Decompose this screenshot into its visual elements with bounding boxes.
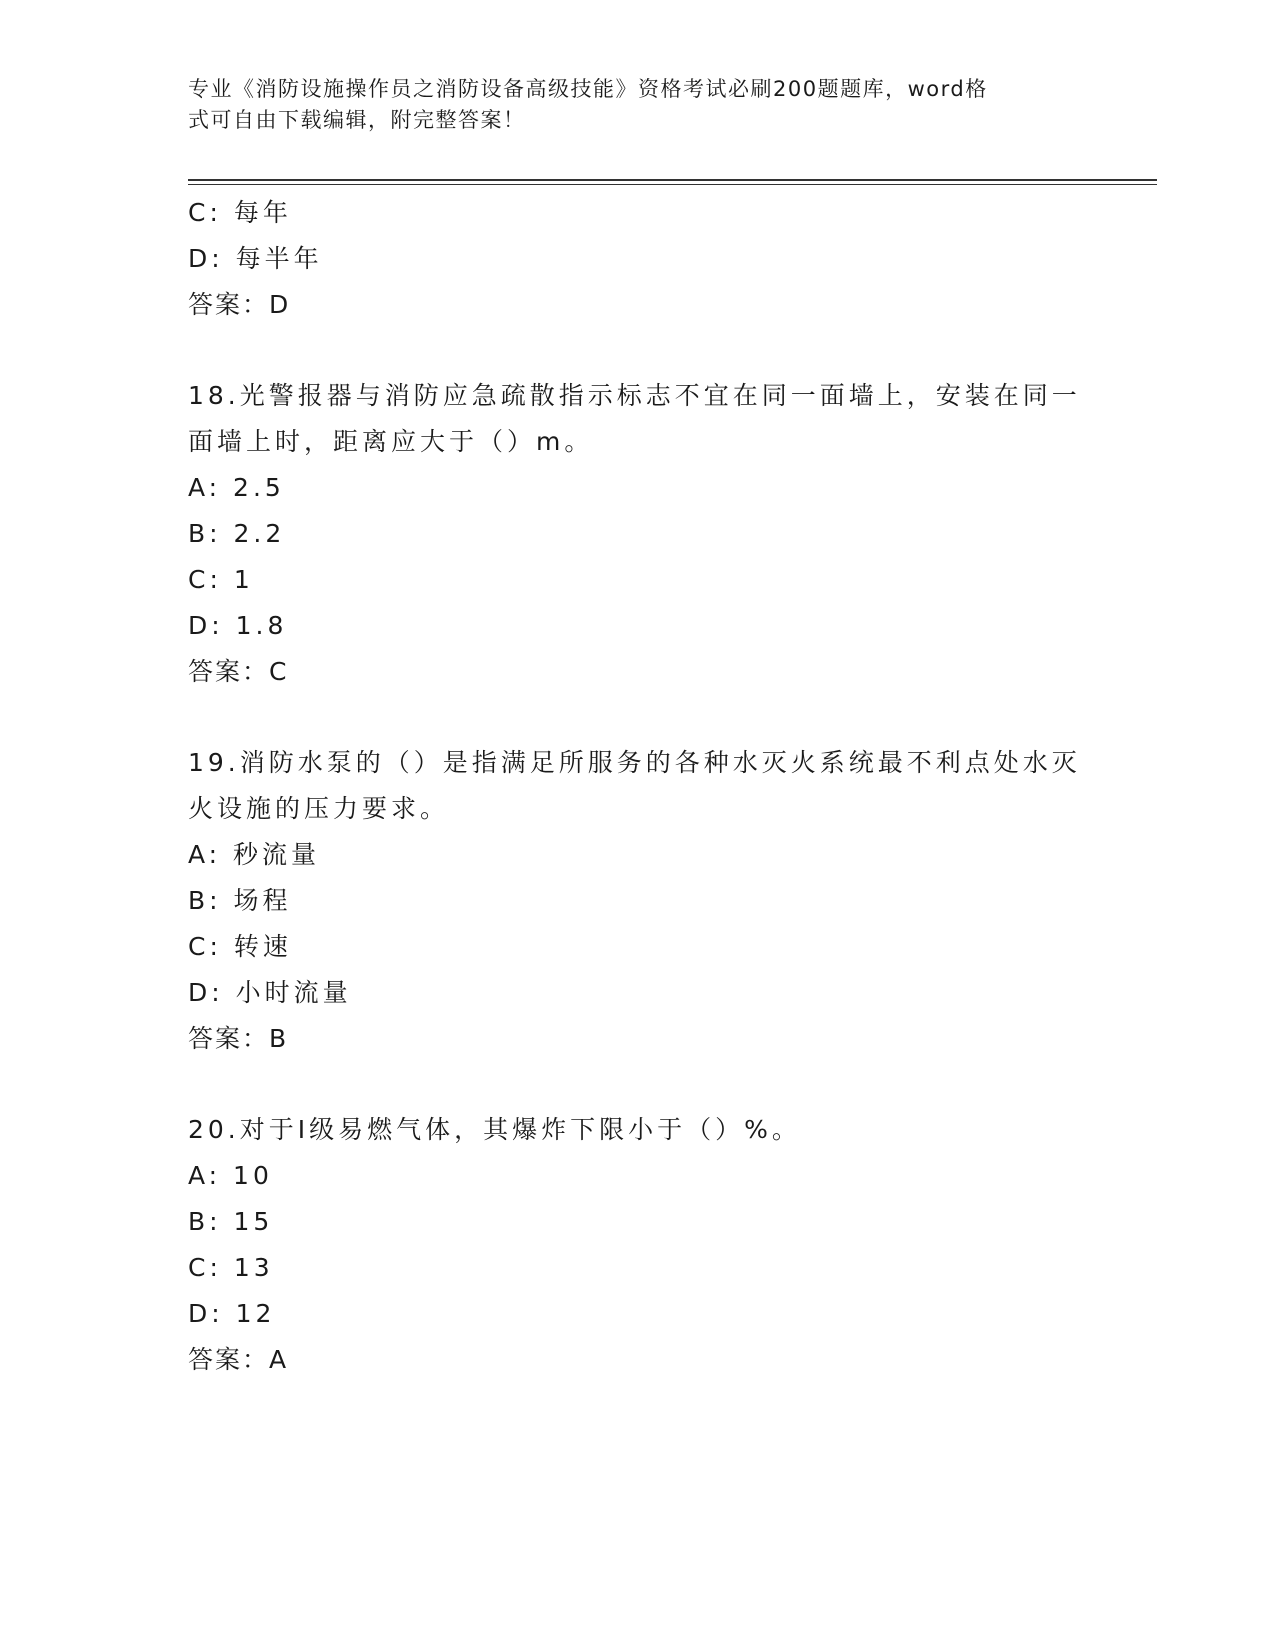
option-a: A: 秒流量: [188, 840, 321, 869]
question-20: [188, 1107, 1088, 1383]
option-b: B: 场程: [188, 886, 292, 915]
document-header: [188, 74, 1068, 136]
question-text-line-1: 18.光警报器与消防应急疏散指示标志不宜在同一面墙上，安装在同一: [188, 381, 1081, 410]
header-line-2: 式可自由下载编辑，附完整答案！: [188, 108, 526, 132]
spacer: [188, 1062, 1088, 1107]
option-a: A: 10: [188, 1161, 273, 1190]
option-c: C: 13: [188, 1253, 274, 1282]
question-list: [188, 190, 1088, 1383]
option-b: B: 15: [188, 1207, 274, 1236]
header-divider-thin: [188, 184, 1157, 185]
header-line-1: 专业《消防设施操作员之消防设备高级技能》资格考试必刷200题题库，word格: [188, 77, 988, 101]
spacer: [188, 695, 1088, 740]
option-d: D: 每半年: [188, 244, 323, 273]
header-divider-thick: [188, 179, 1157, 181]
option-d: D: 1.8: [188, 611, 288, 640]
option-b: B: 2.2: [188, 519, 286, 548]
answer-line: 答案：D: [188, 290, 291, 319]
answer-line: 答案：C: [188, 657, 289, 686]
option-d: D: 12: [188, 1299, 276, 1328]
question-text-line-1: 19.消防水泵的（）是指满足所服务的各种水灭火系统最不利点处水灭: [188, 748, 1081, 777]
question-text-line-2: 火设施的压力要求。: [188, 794, 450, 823]
option-c: C: 每年: [188, 198, 292, 227]
question-17-tail: [188, 190, 1088, 328]
option-c: C: 转速: [188, 932, 292, 961]
option-a: A: 2.5: [188, 473, 285, 502]
question-text-line-2: 面墙上时，距离应大于（）m。: [188, 427, 594, 456]
question-18: [188, 373, 1088, 695]
spacer: [188, 328, 1088, 373]
option-c: C: 1: [188, 565, 254, 594]
question-text-line-1: 20.对于Ⅰ级易燃气体，其爆炸下限小于（）%。: [188, 1115, 801, 1144]
answer-line: 答案：A: [188, 1345, 289, 1374]
answer-line: 答案：B: [188, 1024, 289, 1053]
question-19: [188, 740, 1088, 1062]
option-d: D: 小时流量: [188, 978, 352, 1007]
